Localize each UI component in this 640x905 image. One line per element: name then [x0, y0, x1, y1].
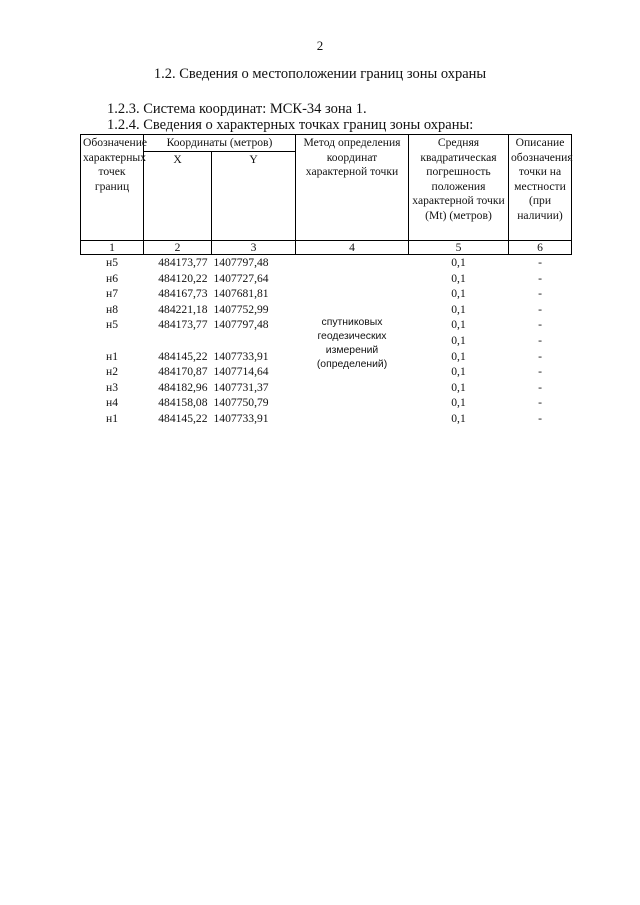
y-coordinate [212, 333, 296, 349]
description-value: - [538, 271, 542, 285]
y-coordinate: 1407752,99 [213, 302, 269, 316]
column-number: 3 [212, 241, 296, 255]
error-value: 0,1 [451, 333, 466, 347]
coordinate-system-line: 1.2.3. Система координат: МСК-34 зона 1. [107, 101, 367, 117]
error-value: 0,1 [451, 411, 466, 425]
description-value: - [538, 318, 542, 332]
description-value: - [538, 287, 542, 301]
error-value: 0,1 [451, 380, 466, 394]
header-point-designation: Обозначение характерных точек границ [81, 135, 144, 241]
point-id: н5 [105, 256, 118, 269]
error-value: 0,1 [451, 349, 466, 363]
point-id: н5 [105, 318, 118, 332]
description-value: - [538, 256, 542, 269]
header-error: Средняя квадратическая погрешность положения характерной точки (Mt) (метров) [409, 135, 509, 241]
x-coordinate: 484173,77 [158, 256, 208, 269]
point-id: н3 [105, 380, 118, 394]
header-x: X [144, 152, 212, 241]
y-coordinate: 1407714,64 [213, 365, 269, 379]
header-coordinates: Координаты (метров) [144, 135, 296, 152]
point-id [81, 333, 144, 349]
x-coordinate: 484182,96 [158, 380, 208, 394]
point-id: н1 [105, 411, 118, 425]
point-id: н2 [105, 365, 118, 379]
x-coordinate: 484145,22 [158, 411, 208, 425]
x-coordinate: 484173,77 [158, 318, 208, 332]
error-value: 0,1 [451, 365, 466, 379]
error-value: 0,1 [451, 302, 466, 316]
point-id: н4 [105, 396, 118, 410]
y-coordinate: 1407731,37 [213, 380, 269, 394]
column-number: 5 [409, 241, 509, 255]
column-number: 6 [509, 241, 572, 255]
y-coordinate: 1407733,91 [213, 349, 269, 363]
y-coordinate: 1407681,81 [213, 287, 269, 301]
description-value: - [538, 333, 542, 347]
y-coordinate: 1407733,91 [213, 411, 269, 425]
y-coordinate: 1407797,48 [213, 318, 269, 332]
point-id: н6 [105, 271, 118, 285]
error-value: 0,1 [451, 318, 466, 332]
x-coordinate: 484158,08 [158, 396, 208, 410]
header-y: Y [212, 152, 296, 241]
point-id: н1 [105, 349, 118, 363]
y-coordinate: 1407750,79 [213, 396, 269, 410]
column-number: 1 [81, 241, 144, 255]
column-number: 2 [144, 241, 212, 255]
page-number: 2 [316, 38, 324, 53]
section-heading: 1.2. Сведения о местоположении границ зоны охраны [153, 66, 487, 82]
x-coordinate: 484221,18 [158, 302, 208, 316]
description-value: - [538, 365, 542, 379]
x-coordinate: 484145,22 [158, 349, 208, 363]
column-number: 4 [296, 241, 409, 255]
y-coordinate: 1407727,64 [213, 271, 269, 285]
header-description: Описание обозначения точки на местности (при наличии) [509, 135, 572, 241]
description-value: - [538, 349, 542, 363]
description-value: - [538, 396, 542, 410]
y-coordinate: 1407797,48 [213, 256, 269, 269]
description-value: - [538, 302, 542, 316]
description-value: - [538, 411, 542, 425]
error-value: 0,1 [451, 271, 466, 285]
error-value: 0,1 [451, 256, 466, 269]
table-row [81, 255, 572, 271]
points-title-line: 1.2.4. Сведения о характерных точках границ зоны охраны: [107, 117, 474, 133]
x-coordinate: 484170,87 [158, 365, 208, 379]
x-coordinate [144, 333, 212, 349]
boundary-points-table [80, 134, 572, 427]
x-coordinate: 484120,22 [158, 271, 208, 285]
point-id: н7 [105, 287, 118, 301]
error-value: 0,1 [451, 287, 466, 301]
method-cell: спутниковых геодезических измерений (определений) [316, 317, 388, 370]
header-method: Метод определения координат характерной точки [296, 135, 409, 241]
x-coordinate: 484167,73 [158, 287, 208, 301]
point-id: н8 [105, 302, 118, 316]
error-value: 0,1 [451, 396, 466, 410]
description-value: - [538, 380, 542, 394]
